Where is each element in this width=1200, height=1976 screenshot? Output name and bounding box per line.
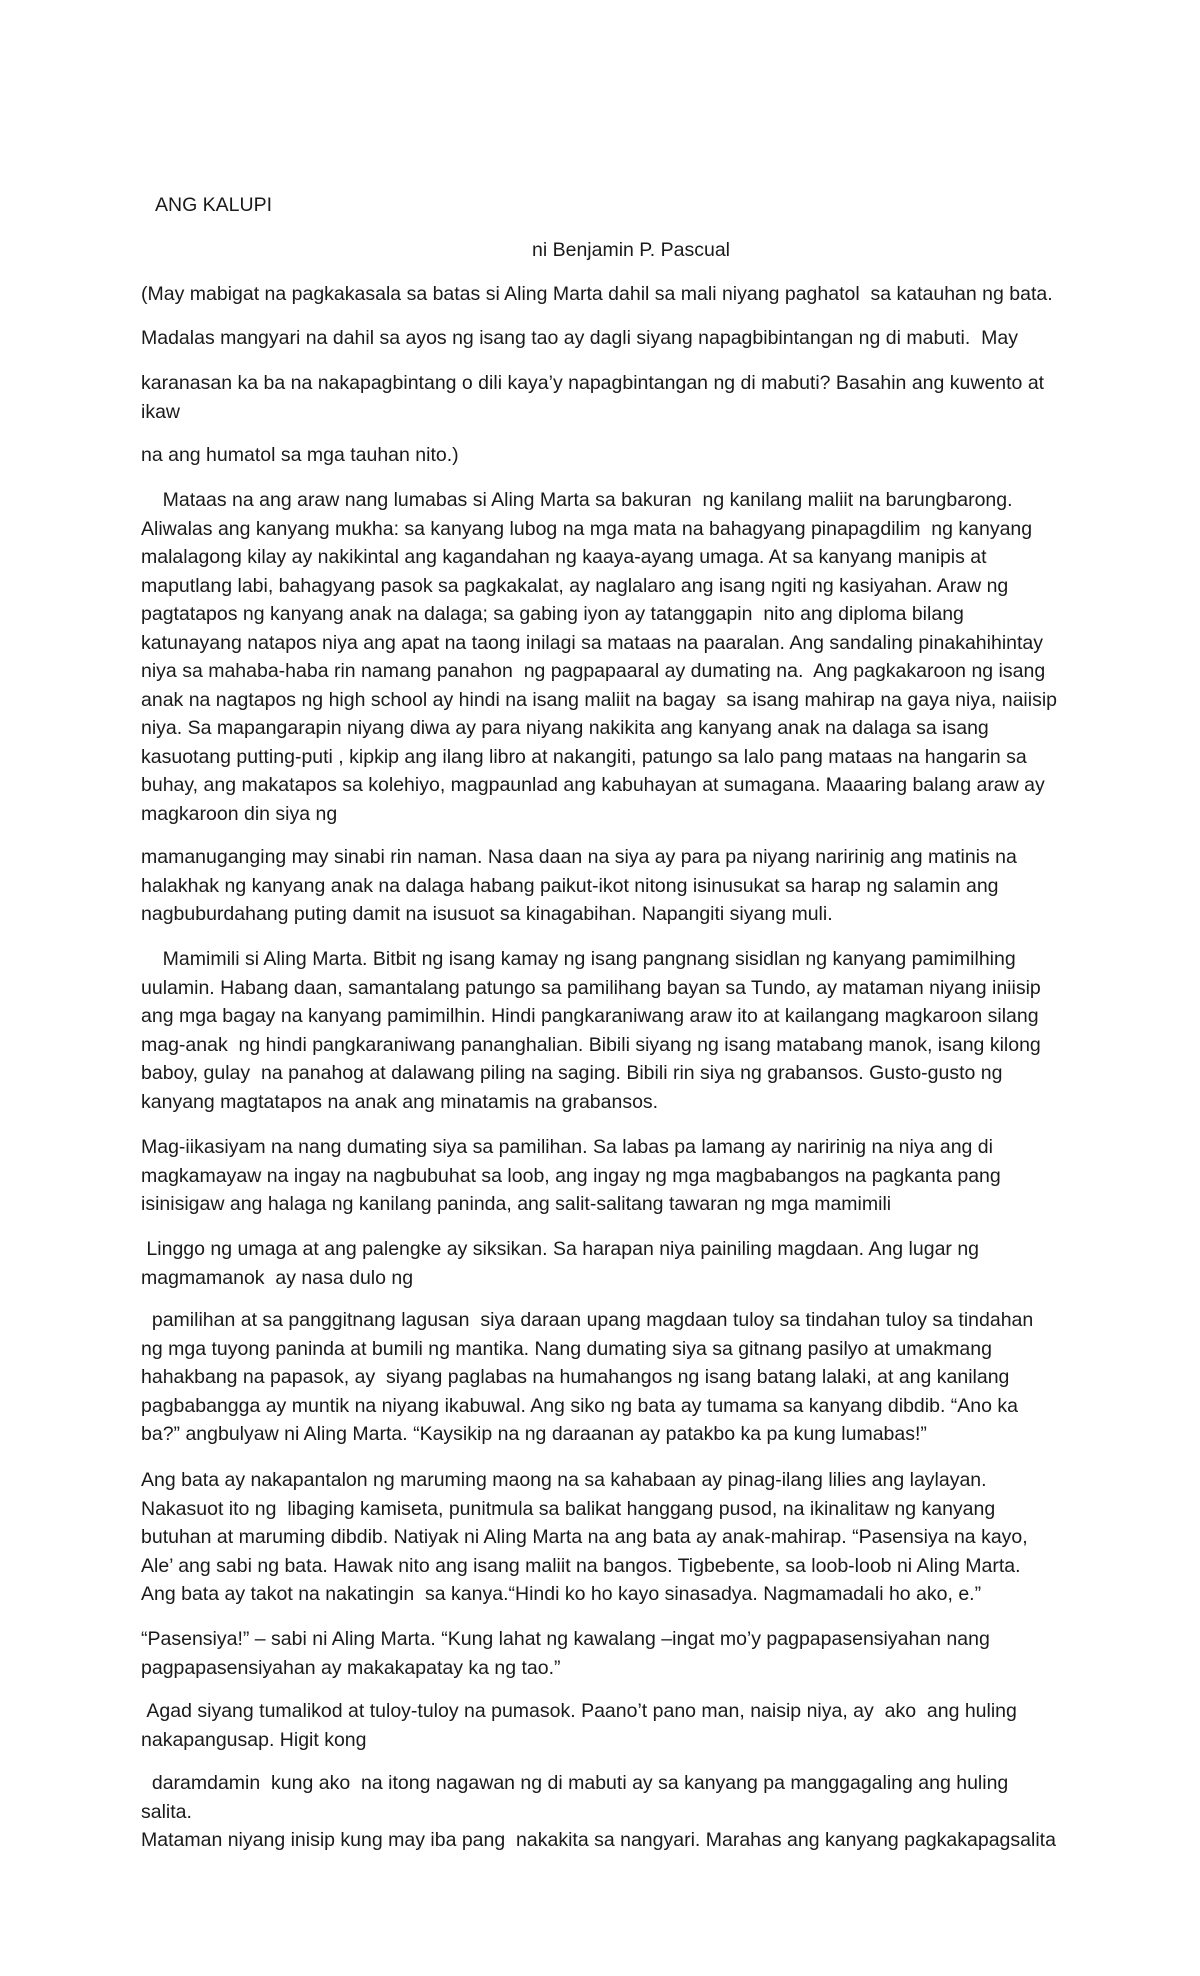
body-paragraph-4: Mag-iikasiyam na nang dumating siya sa pamilihan. Sa labas pa lamang ay naririnig na niya ang di magkamayaw na ingay na nagbubuhat sa loob, ang ingay ng mga magbabangos na pagkanta pang isinisigaw ang halaga ng kanilang paninda, ang salit-salitang tawaran ng mga mamimili — [141, 1136, 1001, 1215]
intro-paragraph-3: karanasan ka ba na nakapagbintang o dili kaya’y napagbintangan ng di mabuti? Basahin ang kuwento at ikaw — [141, 372, 1045, 423]
intro-paragraph-4: na ang humatol sa mga tauhan nito.) — [141, 444, 459, 466]
body-paragraph-2: mamanuganging may sinabi rin naman. Nasa daan na siya ay para pa niyang naririnig ang matinis na halakhak ng kanyang anak na dalaga habang paikut-ikot nitong isinusukat sa harap ng salamin ang nagbuburdahang puting damit na isusuot sa kinagabihan. Napangiti siyang muli. — [141, 846, 1017, 925]
body-paragraph-1: Mataas na ang araw nang lumabas si Aling Marta sa bakuran ng kanilang maliit na barungbarong. Aliwalas ang kanyang mukha: sa kanyang lubog na mga mata na bahagyang pinapagdilim ng kanyang malalagong kilay ay nakikintal ang kagandahan ng kaaya-ayang umaga. At sa kanyang manipis at maputlang labi, bahagyang pasok sa pagkakalat, ay naglalaro ang isang ngiti ng kasiyahan. Araw ng pagtatapos ng kanyang anak na dalaga; sa gabing iyon ay tatanggapin nito ang diploma bilang katunayang natapos niya ang apat na taong inilagi sa mataas na paaralan. Ang sandaling pinakahihintay niya sa mahaba-haba rin namang panahon ng pagpapaaral ay dumating na. Ang pagkakaroon ng isang anak na nagtapos ng high school ay hindi na isang maliit na bagay sa isang mahirap na gaya niya, naiisip niya. Sa mapangarapin niyang diwa ay para niyang nakikita ang kanyang anak na dalaga sa isang kasuotang putting-puti , kipkip ang ilang libro at nakangiti, patungo sa lalo pang mataas na hangarin sa buhay, ang makatapos sa kolehiyo, magpaunlad ang kabuhayan at sumagana. Maaaring balang araw ay magkaroon din siya ng — [141, 489, 1058, 825]
body-paragraph-3: Mamimili si Aling Marta. Bitbit ng isang kamay ng isang pangnang sisidlan ng kanyang pamimilhing uulamin. Habang daan, samantalang patungo sa pamilihang bayan sa Tundo, ay mataman niyang iniisip ang mga bagay na kanyang pamimilhin. Hindi pangkaraniwang araw ito at kailangang magkaroon silang mag-anak ng hindi pangkaraniwang pananghalian. Bibili siyang ng isang matabang manok, isang kilong baboy, gulay na panahog at dalawang piling na saging. Bibili rin siya ng grabansos. Gusto-gusto ng kanyang magtatapos na anak ang minatamis na grabansos. — [141, 948, 1041, 1113]
story-author: ni Benjamin P. Pascual — [532, 239, 731, 261]
body-paragraph-10: daramdamin kung ako na itong nagawan ng di mabuti ay sa kanyang pa manggagaling ang huling salita. Mataman niyang inisip kung may iba pang nakakita sa nangyari. Marahas ang kanyang pagkakapagsalita — [141, 1772, 1056, 1851]
body-paragraph-9: Agad siyang tumalikod at tuloy-tuloy na pumasok. Paano’t pano man, naisip niya, ay ako ang huling nakapangusap. Higit kong — [141, 1700, 1017, 1751]
body-paragraph-6: pamilihan at sa panggitnang lagusan siya daraan upang magdaan tuloy sa tindahan tuloy sa tindahan ng mga tuyong paninda at bumili ng mantika. Nang dumating siya sa gitnang pasilyo at umakmang hahakbang na papasok, ay siyang paglabas na humahangos ng isang batang lalaki, at ang kanilang pagbabangga ay muntik na niyang ikabuwal. Ang siko ng bata ay tumama sa kanyang dibdib. “Ano ka ba?” angbulyaw ni Aling Marta. “Kaysikip na ng daraanan ay patakbo ka pa kung lumabas!” — [141, 1309, 1034, 1445]
body-paragraph-8: “Pasensiya!” – sabi ni Aling Marta. “Kung lahat ng kawalang –ingat mo’y pagpapasensiyahan nang pagpapasensiyahan ay makakapatay ka ng tao.” — [141, 1628, 990, 1679]
body-paragraph-5: Linggo ng umaga at ang palengke ay siksikan. Sa harapan niya painiling magdaan. Ang lugar ng magmamanok ay nasa dulo ng — [141, 1238, 980, 1289]
story-title: ANG KALUPI — [155, 194, 273, 216]
body-paragraph-7: Ang bata ay nakapantalon ng maruming maong na sa kahabaan ay pinag-ilang lilies ang laylayan. Nakasuot ito ng libaging kamiseta, punitmula sa balikat hanggang pusod, na ikinalitaw ng kanyang butuhan at maruming dibdib. Natiyak ni Aling Marta na ang bata ay anak-mahirap. “Pasensiya na kayo, Ale’ ang sabi ng bata. Hawak nito ang isang maliit na bangos. Tigbebente, sa loob-loob ni Aling Marta. Ang bata ay takot na nakatingin sa kanya.“Hindi ko ho kayo sinasadya. Nagmamadali ho ako, e.” — [141, 1469, 1028, 1605]
intro-paragraph-2: Madalas mangyari na dahil sa ayos ng isang tao ay dagli siyang napagbibintangan ng di mabuti. May — [141, 327, 1018, 349]
intro-paragraph-1: (May mabigat na pagkakasala sa batas si Aling Marta dahil sa mali niyang paghatol sa katauhan ng bata. — [141, 283, 1053, 305]
